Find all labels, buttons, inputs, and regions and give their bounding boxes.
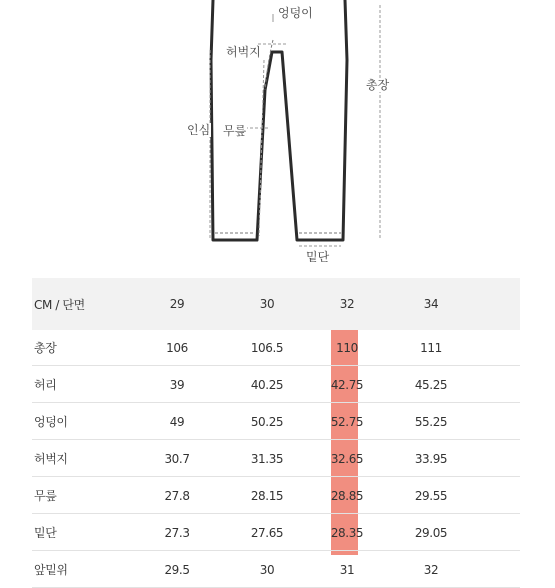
table-cell: 33.95 — [414, 451, 448, 466]
table-cell: 45.25 — [414, 377, 448, 392]
label-hem: 밑단 — [306, 250, 330, 264]
table-cell: 29.55 — [414, 488, 448, 503]
header-cell-34: 34 — [423, 297, 439, 311]
table-cell: 27.65 — [250, 525, 284, 540]
table-cell: 40.25 — [250, 377, 284, 392]
table-cell: 106 — [166, 340, 188, 355]
table-cell: 31 — [339, 562, 355, 577]
table-row — [32, 330, 520, 366]
table-row — [32, 515, 520, 551]
table-cell: 42.75 — [330, 377, 364, 392]
header-cell-29: 29 — [169, 297, 185, 311]
table-cell: 32 — [423, 562, 439, 577]
label-knee: 무릎 — [223, 124, 247, 138]
row-label: 밑단 — [34, 526, 57, 540]
label-total-length: 총장 — [366, 78, 390, 92]
table-row — [32, 552, 520, 588]
table-row — [32, 441, 520, 477]
table-cell: 29.5 — [164, 562, 190, 577]
table-cell: 29.05 — [414, 525, 448, 540]
label-thigh: 허벅지 — [226, 45, 261, 59]
table-cell: 111 — [420, 340, 442, 355]
table-cell: 106.5 — [250, 340, 284, 355]
label-inseam: 인심 — [187, 123, 211, 137]
header-cell-30: 30 — [259, 297, 275, 311]
table-cell: 31.35 — [250, 451, 284, 466]
pants-outline-illustration — [0, 0, 555, 275]
table-header — [32, 278, 520, 330]
table-cell: 49 — [169, 414, 185, 429]
row-label: 총장 — [34, 341, 57, 355]
table-row — [32, 367, 520, 403]
row-label: 허리 — [34, 378, 57, 392]
table-cell: 27.3 — [164, 525, 190, 540]
row-label: 무릎 — [34, 489, 57, 503]
header-cell-unit: CM / 단면 — [34, 297, 85, 312]
row-label: 엉덩이 — [34, 415, 68, 429]
header-cell-32: 32 — [339, 297, 355, 311]
table-cell: 28.85 — [330, 488, 364, 503]
table-cell: 30 — [259, 562, 275, 577]
table-cell: 28.35 — [330, 525, 364, 540]
table-cell: 110 — [336, 340, 358, 355]
row-label: 앞밑위 — [34, 563, 68, 577]
table-row — [32, 404, 520, 440]
table-cell: 28.15 — [250, 488, 284, 503]
table-cell: 52.75 — [330, 414, 364, 429]
table-cell: 50.25 — [250, 414, 284, 429]
label-hip: 엉덩이 — [278, 6, 313, 20]
table-cell: 30.7 — [164, 451, 190, 466]
table-cell: 27.8 — [164, 488, 190, 503]
row-label: 허벅지 — [34, 452, 68, 466]
table-cell: 32.65 — [330, 451, 364, 466]
table-cell: 39 — [169, 377, 185, 392]
table-row — [32, 478, 520, 514]
table-cell: 55.25 — [414, 414, 448, 429]
pants-diagram — [0, 0, 555, 275]
